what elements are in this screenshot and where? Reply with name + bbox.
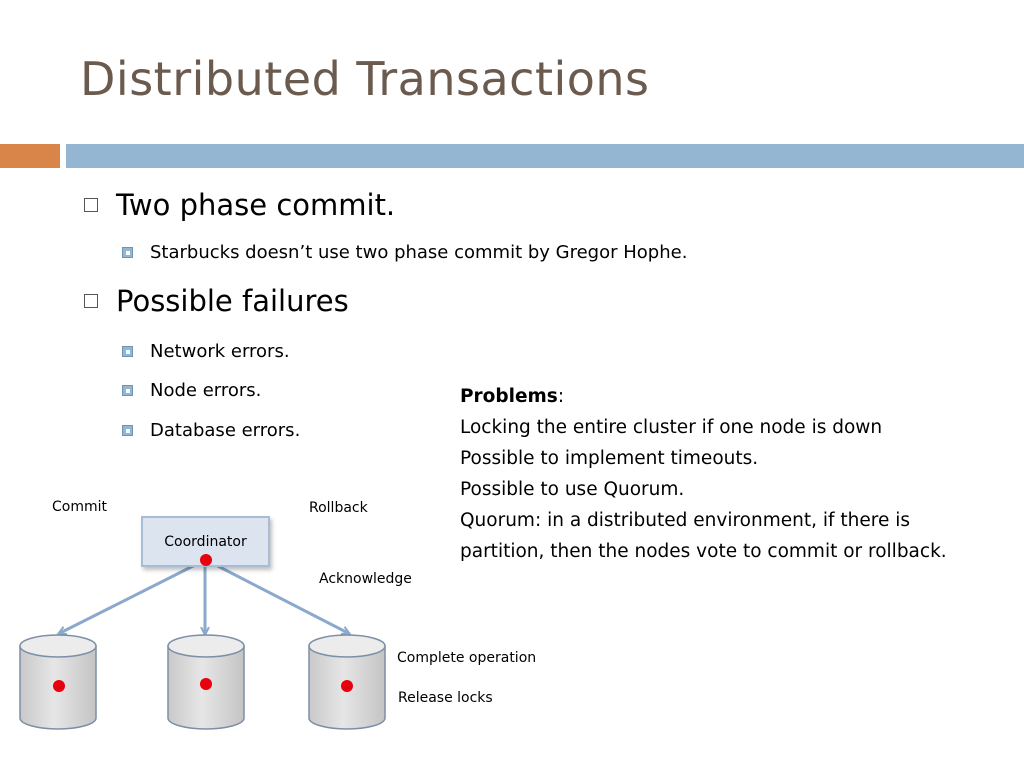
- slide-title: Distributed Transactions: [80, 52, 650, 106]
- node-2-dot: [200, 678, 212, 690]
- node-3-dot: [341, 680, 353, 692]
- coordinator-label: Coordinator: [164, 534, 247, 550]
- problems-textbox: [460, 381, 947, 567]
- square-bullet-icon: [122, 247, 133, 258]
- release-locks-label: Release locks: [398, 690, 493, 706]
- problems-line: Quorum: in a distributed environment, if there is: [460, 510, 910, 531]
- accent-bar-blue: [66, 144, 1024, 168]
- problems-line: Possible to use Quorum.: [460, 479, 685, 500]
- database-node-1-icon: [20, 635, 96, 729]
- sub-bullet-text: Starbucks doesn’t use two phase commit by Gregor Hophe.: [150, 242, 688, 263]
- sub-bullet-text: Network errors.: [150, 341, 290, 362]
- complete-operation-label: Complete operation: [397, 650, 537, 666]
- sub-bullet-text: Database errors.: [150, 420, 301, 441]
- square-bullet-icon: [122, 346, 133, 357]
- acknowledge-label: Acknowledge: [319, 571, 412, 587]
- problems-line: partition, then the nodes vote to commit or rollback.: [460, 541, 947, 562]
- square-bullet-icon: [84, 294, 98, 308]
- accent-bar-orange: [0, 144, 60, 168]
- problems-line: Possible to implement timeouts.: [460, 448, 759, 469]
- square-bullet-icon: [84, 198, 98, 212]
- bullet-text: Possible failures: [116, 284, 349, 318]
- node-1-dot: [53, 680, 65, 692]
- bullet-text: Two phase commit.: [116, 188, 396, 222]
- problems-line: Locking the entire cluster if one node is down: [460, 417, 883, 438]
- database-node-2-icon: [168, 635, 244, 729]
- square-bullet-icon: [122, 425, 133, 436]
- problems-heading: [460, 381, 947, 412]
- problems-colon: :: [557, 386, 565, 407]
- problems-heading-bold: Problems: [460, 386, 558, 407]
- commit-label: Commit: [52, 499, 107, 515]
- database-node-3-icon: [309, 635, 385, 729]
- square-bullet-icon: [122, 385, 133, 396]
- coordinator-box: [141, 516, 270, 567]
- rollback-label: Rollback: [309, 500, 368, 516]
- sub-bullet-text: Node errors.: [150, 380, 262, 401]
- arrow-to-node-1: [60, 562, 201, 633]
